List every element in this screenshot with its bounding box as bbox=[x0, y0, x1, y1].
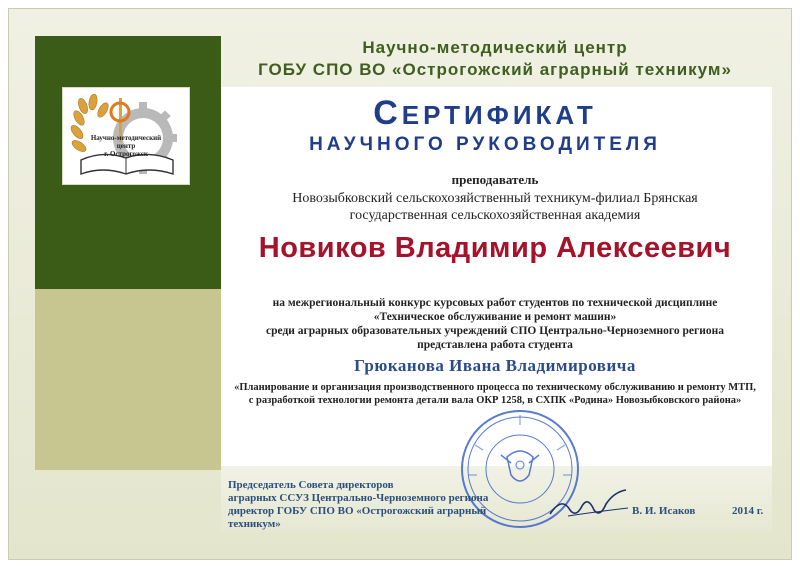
description-line2: «Техническое обслуживание и ремонт машин» bbox=[373, 311, 617, 323]
student-name: Грюканова Ивана Владимировича bbox=[354, 356, 636, 375]
recipient-name: Новиков Владимир Алексеевич bbox=[258, 232, 732, 264]
center-logo bbox=[62, 87, 190, 185]
signatory-line2: аграрных ССУЗ Центрально-Черноземного региона bbox=[228, 492, 489, 504]
logo-text-line3: г. Острогожск bbox=[104, 150, 148, 158]
signatory-line3: директор ГОБУ СПО ВО «Острогожский аграрный техникум» bbox=[228, 505, 487, 530]
work-title-line2: с разработкой технологии ремонта детали вала ОКР 1258, в СХПК «Родина» Новозыбковского района» bbox=[248, 395, 742, 406]
certificate-year: 2014 г. bbox=[732, 505, 764, 517]
institution-line1: Новозыбковский сельскохозяйственный техникум-филиал Брянская bbox=[292, 191, 698, 206]
signatory-line1: Председатель Совета директоров bbox=[228, 479, 394, 491]
logo-text-line2: центр bbox=[116, 142, 136, 150]
description-line3: среди аграрных образовательных учреждений СПО Центрально-Черноземного региона bbox=[266, 325, 724, 337]
title-initial: С bbox=[373, 94, 402, 132]
wheat-gear-book-icon bbox=[63, 88, 189, 184]
signatory-title bbox=[228, 479, 528, 531]
institution-line2: государственная сельскохозяйственная академия bbox=[349, 208, 641, 223]
signature-icon bbox=[548, 488, 632, 522]
title-rest: ЕРТИФИКАТ bbox=[401, 100, 597, 130]
work-title bbox=[232, 381, 758, 407]
award-description bbox=[235, 296, 755, 352]
olive-side-band bbox=[35, 289, 221, 470]
signatory-name: В. И. Исаков bbox=[632, 505, 696, 517]
header-organization-line2: ГОБУ СПО ВО «Острогожский аграрный техникум» bbox=[258, 60, 732, 79]
recipient-role: преподаватель bbox=[451, 172, 539, 187]
recipient-institution bbox=[240, 190, 750, 224]
header-organization-line1: Научно-методический центр bbox=[362, 38, 628, 57]
logo-text-line1: Научно-методический bbox=[90, 134, 162, 142]
certificate-subtitle: НАУЧНОГО РУКОВОДИТЕЛЯ bbox=[309, 134, 661, 155]
description-line1: на межрегиональный конкурс курсовых работ студентов по технической дисциплине bbox=[272, 297, 718, 309]
certificate-title bbox=[250, 94, 720, 133]
description-line4: представлена работа студента bbox=[417, 339, 573, 351]
work-title-line1: «Планирование и организация производственного процесса по техническому обслуживанию и ремонту МТП, bbox=[234, 382, 756, 393]
